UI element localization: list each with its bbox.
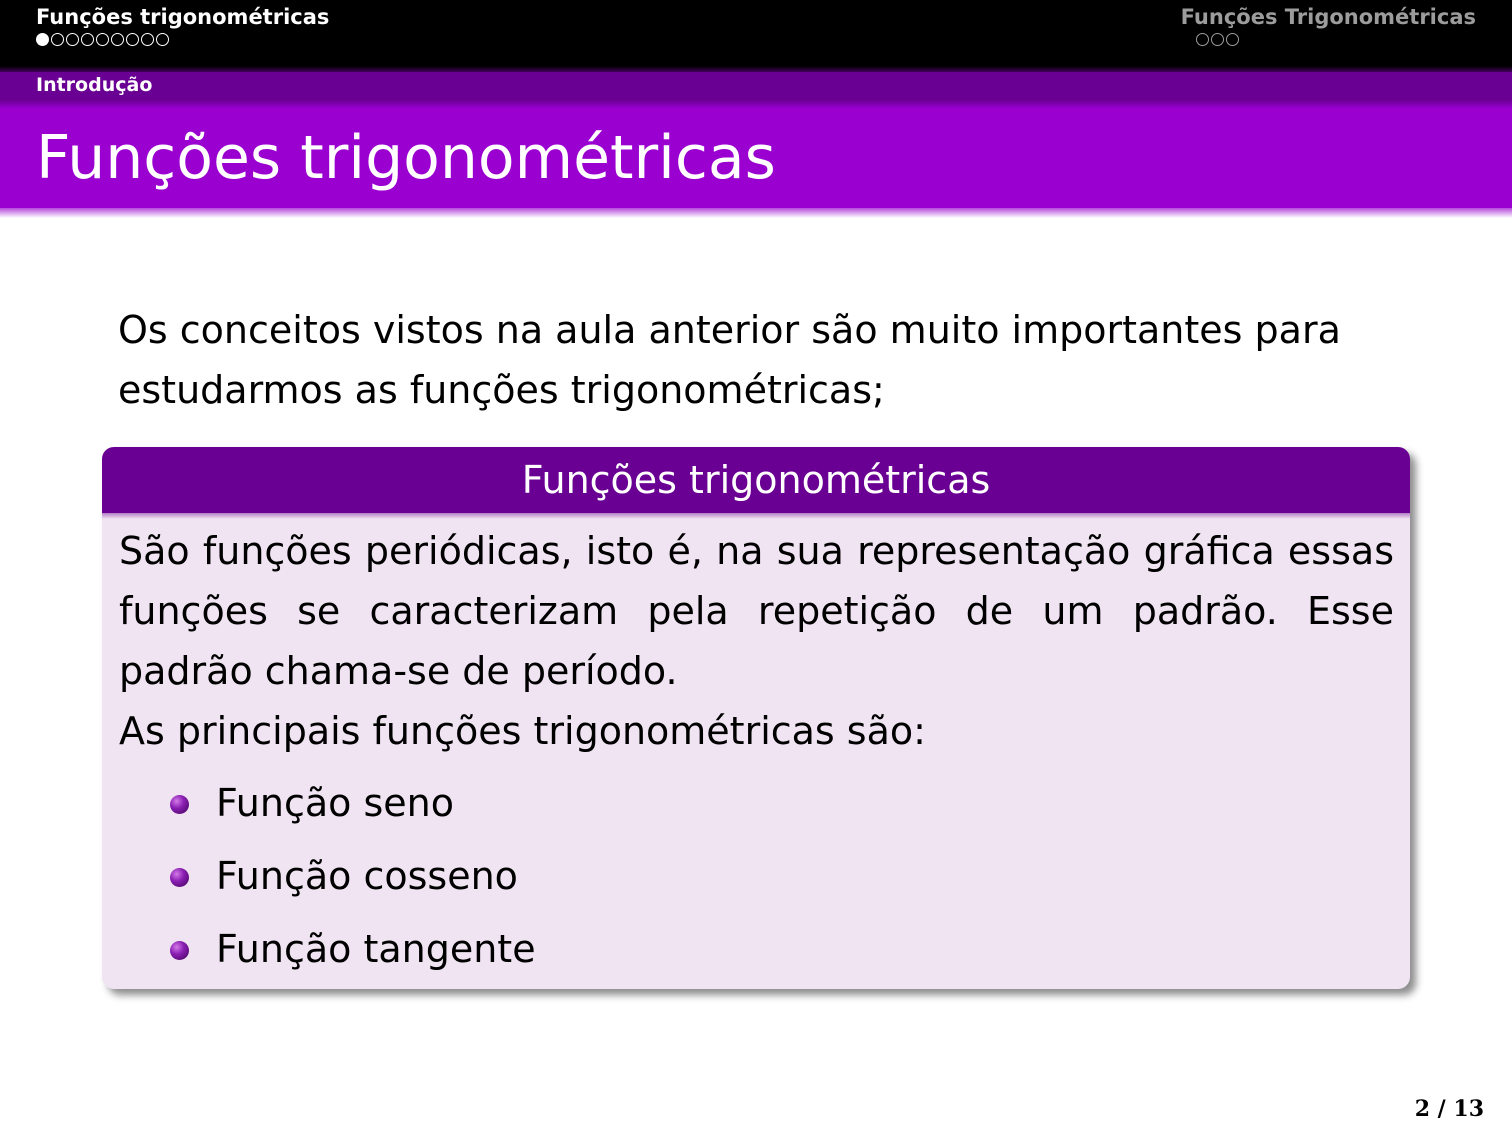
nav-dot-2[interactable]	[66, 33, 79, 46]
subsection-shadow	[0, 100, 1512, 108]
list-item-label: Função tangente	[216, 927, 536, 971]
block-title: Funções trigonométricas	[102, 447, 1410, 513]
nav-dot-8[interactable]	[156, 33, 169, 46]
nav-dot-0[interactable]	[36, 33, 49, 46]
intro-text: Os conceitos vistos na aula anterior são muito importantes para estudarmos as funções trigonométricas;	[118, 308, 1341, 412]
nav-section-left[interactable]: Funções trigonométricas	[36, 5, 330, 29]
nav-dot-7[interactable]	[141, 33, 154, 46]
list-item	[119, 846, 1394, 919]
list-item	[119, 773, 1394, 846]
nav-dots-left	[36, 33, 169, 46]
subsection-bar	[0, 72, 1512, 100]
list-item	[119, 919, 1394, 989]
definition-block	[102, 447, 1410, 989]
bullet-ball-icon	[170, 941, 189, 960]
list-item-label: Função cosseno	[216, 854, 518, 898]
nav-dot-3[interactable]	[81, 33, 94, 46]
page-number: 2 / 13	[1414, 1096, 1484, 1122]
nav-dots-right	[1196, 33, 1239, 46]
function-list	[119, 773, 1394, 989]
block-paragraph: São funções periódicas, isto é, na sua representação gráfica essas funções se caracterizam pela repetição de um padrão. Esse padrão chama-se de período.	[119, 529, 1394, 693]
nav-dot-right-2[interactable]	[1226, 33, 1239, 46]
nav-dot-right-1[interactable]	[1211, 33, 1224, 46]
list-item-label: Função seno	[216, 781, 454, 825]
block-body	[119, 521, 1394, 989]
frame-title-shadow	[0, 204, 1512, 218]
nav-section-right[interactable]: Funções Trigonométricas	[1180, 5, 1476, 29]
block-lead: As principais funções trigonométricas são:	[119, 709, 926, 753]
subsection-title[interactable]: Introdução	[36, 74, 153, 96]
nav-dot-4[interactable]	[96, 33, 109, 46]
bullet-ball-icon	[170, 795, 189, 814]
nav-dot-1[interactable]	[51, 33, 64, 46]
nav-dot-5[interactable]	[111, 33, 124, 46]
nav-dot-right-0[interactable]	[1196, 33, 1209, 46]
bullet-ball-icon	[170, 868, 189, 887]
nav-dot-6[interactable]	[126, 33, 139, 46]
block-title-shadow	[102, 513, 1410, 519]
frame-title: Funções trigonométricas	[36, 123, 776, 193]
